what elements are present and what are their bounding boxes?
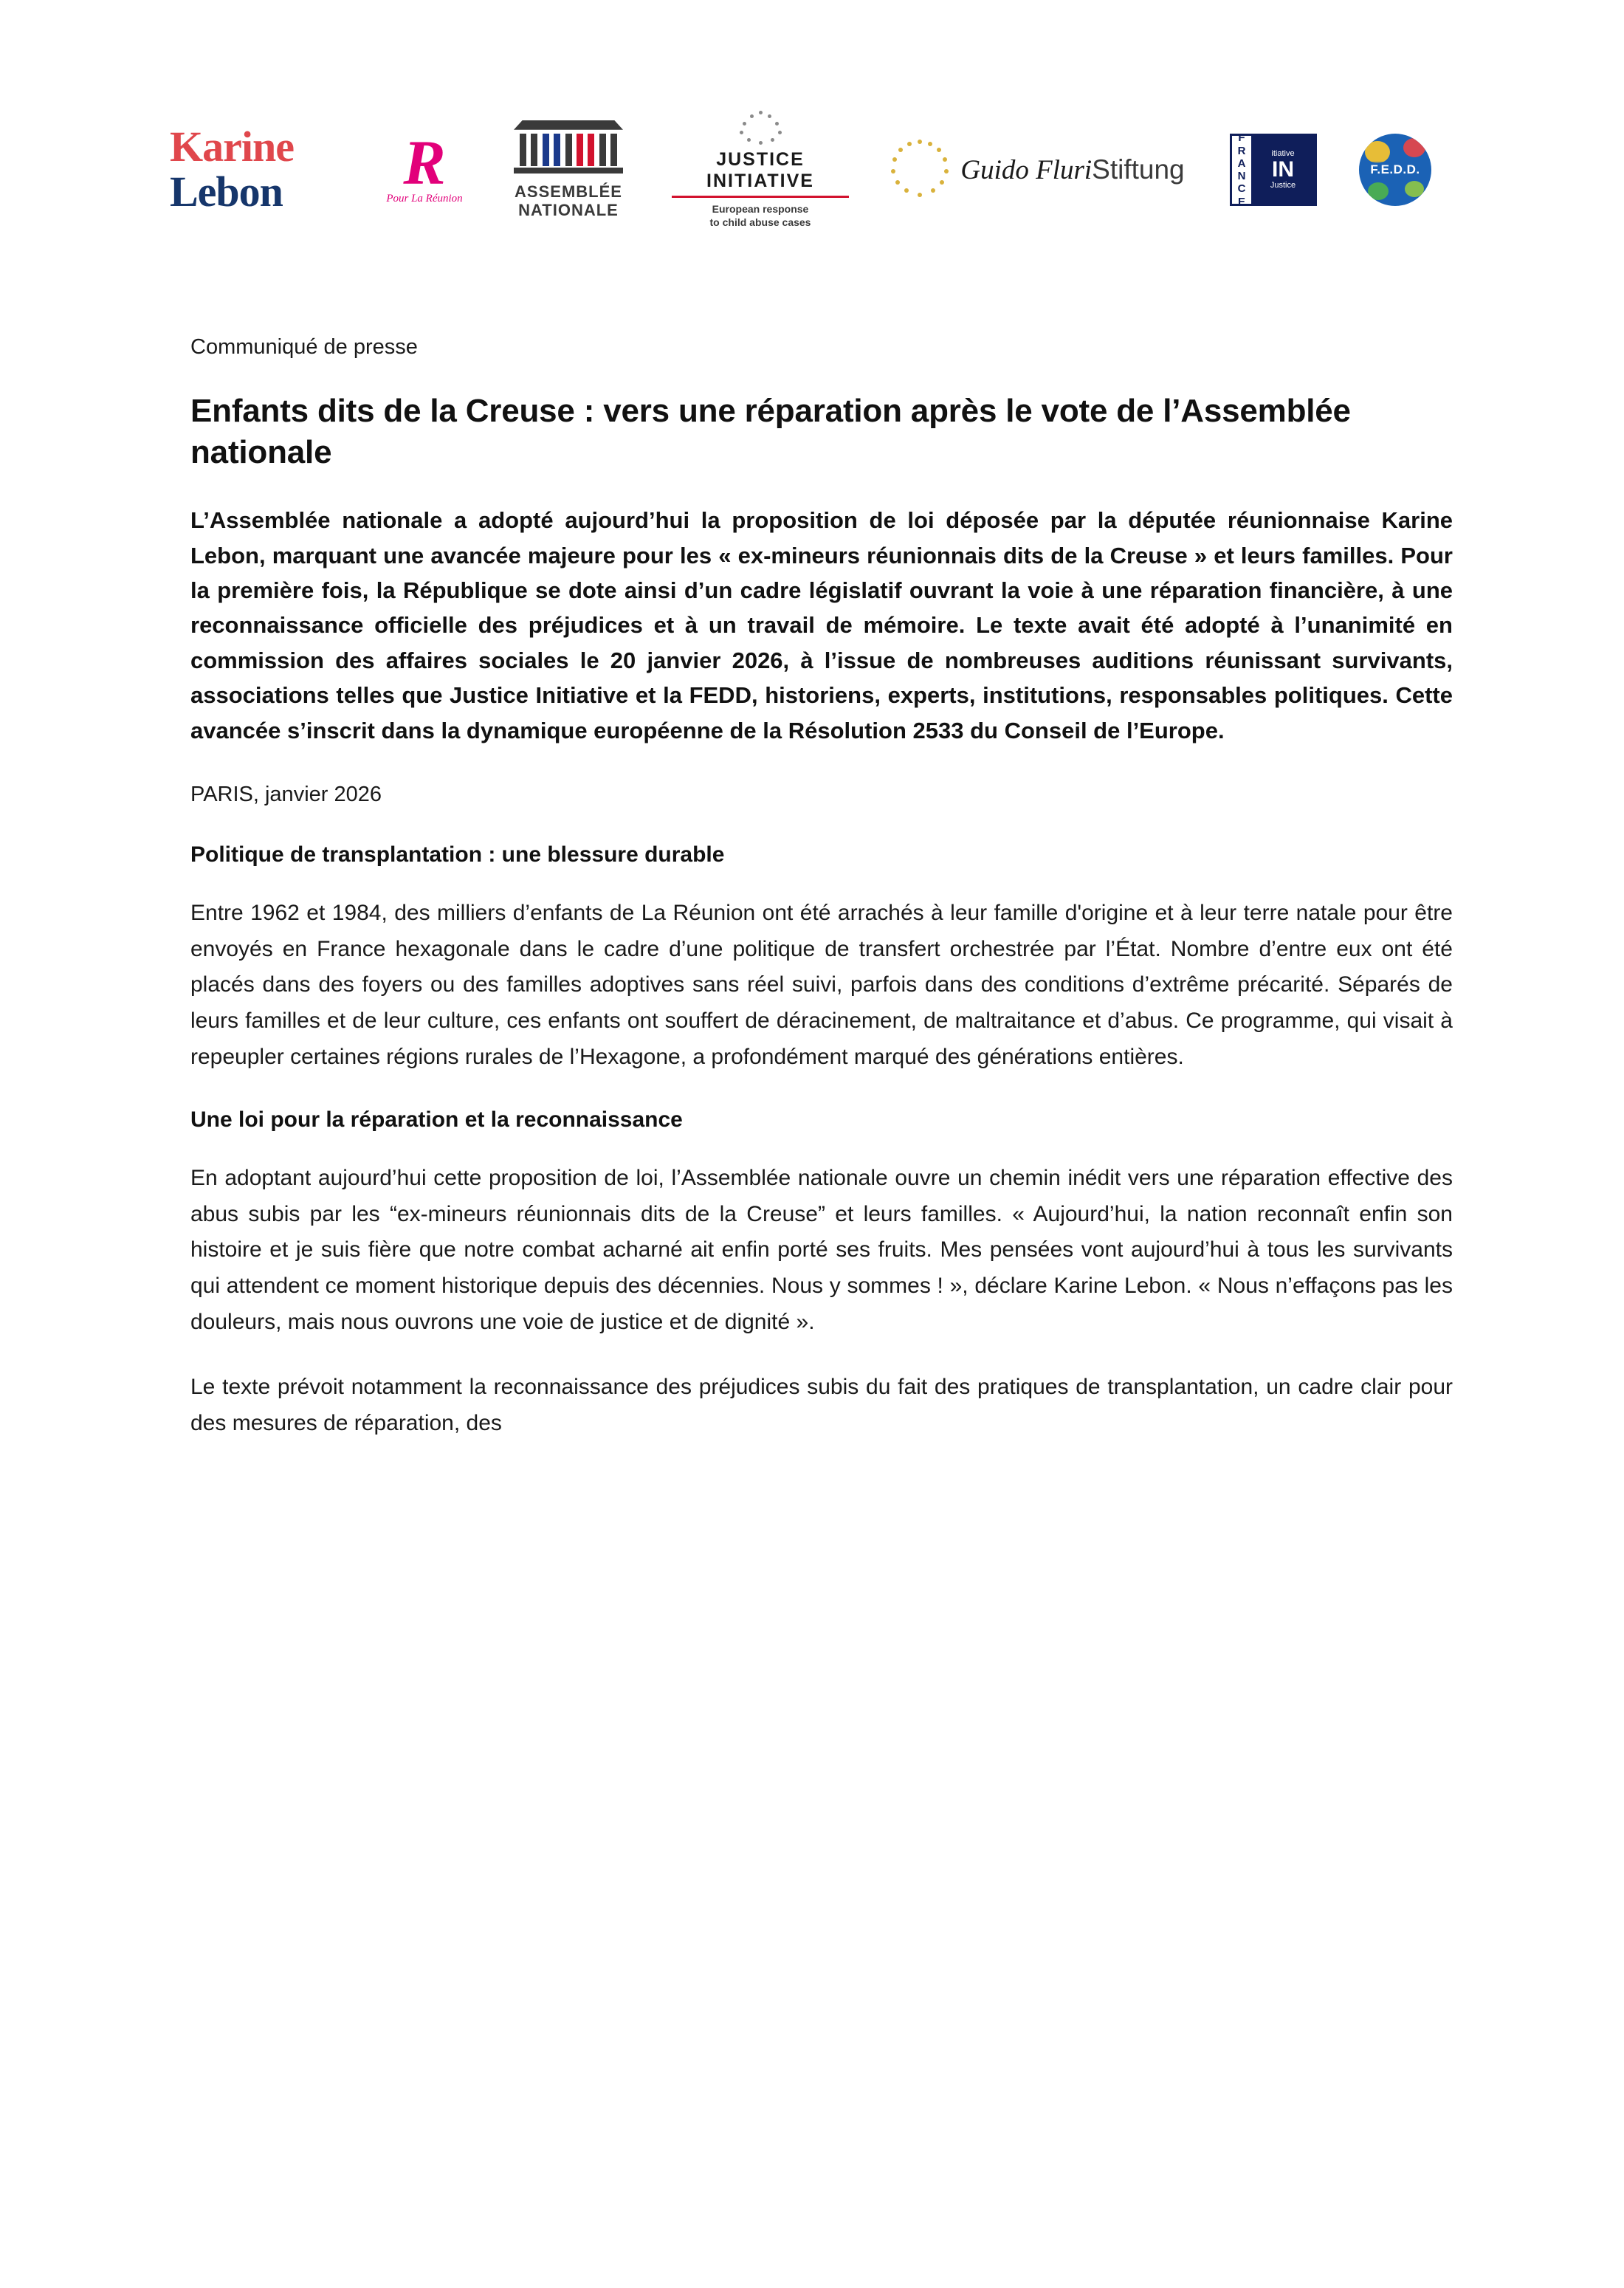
justice-initiative-tagline-line1: European response [712,202,809,215]
guido-fluri-stiftung-logo [878,100,1196,240]
justice-initiative-logo-line2: INITIATIVE [706,170,814,191]
france-initiative-justice-logo [1225,100,1321,240]
document-body [190,332,1453,1441]
justice-initiative-divider [672,196,849,198]
section-paragraph-reparation-2: Le texte prévoit notamment la reconnaissance des préjudices subis du fait des pratiques de transplantation, un cadre clair pour des mesures de réparation, des [190,1375,1453,1435]
press-release-kicker: Communiqué de presse [190,335,418,359]
partner-logo-strip [170,96,1499,244]
section-paragraph-transplantation: Entre 1962 et 1984, des milliers d’enfants de La Réunion ont été arrachés à leur famille d'origine et à leur terre natale pour être envoyés en France hexagonale dans le cadre d’une politique de transfert orchestrée par l’État. Nombre d’entre eux ont été placés dans des foyers ou des familles adoptives sans réel suivi, parfois dans des conditions d’extrême précarité. Séparés de leurs familles et de leur culture, ces enfants ont souffert de déracinement, de maltraitance et d’abus. Ce programme, qui visait à repeupler certaines régions rurales de l’Hexagone, a profondément marqué des générations entières. [190,901,1453,1069]
pour-la-reunion-monogram: R [403,126,446,198]
guido-fluri-name: Guido Fluri [960,154,1093,185]
assemblee-nationale-logo-line1: ASSEMBLÉE [515,182,622,201]
pour-la-reunion-subtitle: Pour La Réunion [386,193,463,205]
section-heading-reparation: Une loi pour la réparation et la reconnaissance [190,1107,683,1133]
fedd-logo [1351,100,1439,240]
justice-initiative-logo [672,100,849,240]
france-initiative-justice-word2: Justice [1270,181,1296,190]
assemblee-nationale-logo [495,100,642,240]
justice-initiative-dots-icon [737,111,784,145]
france-initiative-justice-vertical-text: F R A N C E [1232,136,1251,204]
karine-lebon-logo-line2: Lebon [170,168,283,216]
fedd-circle-icon [1359,134,1431,206]
section-heading-transplantation: Politique de transplantation : une blessure durable [190,842,725,868]
justice-initiative-logo-line1: JUSTICE [716,149,805,171]
section-paragraph-reparation-1: En adoptant aujourd’hui cette proposition de loi, l’Assemblée nationale ouvre un chemin inédit vers une réparation effective des abus subis par les “ex-mineurs réunionnais dits de la Creuse” et leurs familles. « Aujourd’hui, la nation reconnaît enfin son histoire et je suis fière que notre combat acharné ait enfin porté ses fruits. Mes pensées vont aujourd’hui à tous les survivants qui attendent ce moment historique depuis des décennies. Nous y sommes ! », déclare Karine Lebon. « Nous n’effaçons pas les douleurs, mais nous ouvrons une voie de justice et de dignité ». [190,1166,1453,1334]
france-initiative-justice-monogram: IN [1272,157,1294,182]
fedd-label: F.E.D.D. [1368,162,1422,178]
karine-lebon-logo-line1: Karine [170,123,294,171]
dateline: PARIS, janvier 2026 [190,783,382,807]
assemblee-nationale-logo-line2: NATIONALE [518,201,619,219]
justice-initiative-tagline-line2: to child abuse cases [709,216,811,228]
guido-fluri-stiftung-word: Stiftung [1092,154,1185,185]
karine-lebon-logo [170,100,354,240]
guido-fluri-dots-icon [890,140,950,200]
pour-la-reunion-logo [384,100,465,240]
france-initiative-justice-word1: itiative [1271,148,1295,158]
page-title: Enfants dits de la Creuse : vers une réparation après le vote de l’Assemblée nationale [190,392,1351,470]
assemblee-building-icon [509,120,627,178]
lead-paragraph: L’Assemblée nationale a adopté aujourd’hui la proposition de loi déposée par la députée réunionnaise Karine Lebon, marquant une avancée majeure pour les « ex-mineurs réunionnais dits de la Creuse » et leurs familles. Pour la première fois, la République se dote ainsi d’un cadre législatif ouvrant la voie à une réparation financière, à une reconnaissance officielle des préjudices et à un travail de mémoire. Le texte avait été adopté à l’unanimité en commission des affaires sociales le 20 janvier 2026, à l’issue de nombreuses auditions réunissant survivants, associations telles que Justice Initiative et la FEDD, historiens, experts, institutions, responsables politiques. Cette avancée s’inscrit dans la dynamique européenne de la Résolution 2533 du Conseil de l’Europe. [190,507,1453,743]
